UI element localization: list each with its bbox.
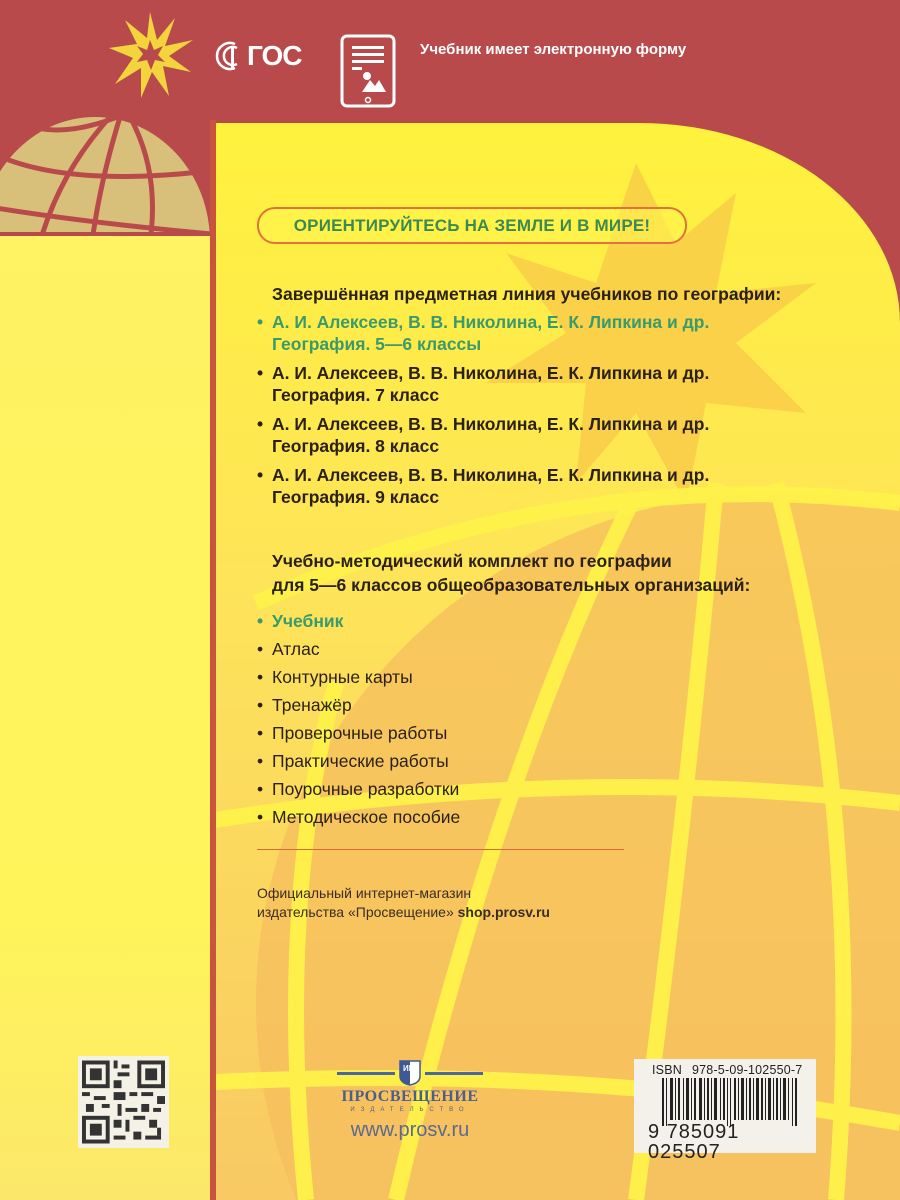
qr-code-icon [82,1060,165,1144]
kit-item-label: Проверочные работы [272,723,448,743]
shop-line2: издательства «Просвещение» [257,904,458,920]
book-authors: А. И. Алексеев, В. В. Николина, Е. К. Липкина и др. [272,363,710,383]
book-title: География. 9 класс [272,487,440,507]
bullet-icon: • [257,695,264,715]
kit-item [257,803,817,831]
kit-item-label: Методическое пособие [272,807,461,827]
isbn-barcode-label [634,1059,816,1163]
kit-item-label: Атлас [272,639,320,659]
bullet-icon: • [257,611,264,631]
isbn-line [652,1063,810,1077]
kit-item [257,635,817,663]
publisher-name: ПРОСВЕЩЕНИЕ [341,1088,479,1105]
book-authors: А. И. Алексеев, В. В. Николина, Е. К. Липкина и др. [272,414,710,434]
bullet-icon: • [257,751,264,771]
content-block [257,284,817,831]
shop-line1: Официальный интернет-магазин [257,885,472,901]
publisher-logo [330,1060,490,1142]
kit-item-label: Учебник [272,611,344,631]
bullet-icon: • [257,414,264,434]
bullet-icon: • [257,465,264,485]
bullet-icon: • [257,779,264,799]
divider-line [257,849,624,850]
fgos-label: ГОС [247,40,302,71]
kit-list [257,607,817,831]
bullet-icon: • [257,667,264,687]
barcode-digits: 9 785091 025507 [648,1121,740,1163]
kit-item [257,607,817,635]
publisher-emblem-row [330,1060,490,1086]
kit-item-label: Контурные карты [272,667,413,687]
textbook-item [257,311,817,355]
starburst-icon [105,10,195,100]
qr-code[interactable] [78,1056,169,1148]
publisher-subtitle: ИЗДАТЕЛЬСТВО [350,1107,470,1113]
isbn-value: 978-5-09-102550-7 [691,1063,803,1077]
textbook-list [257,311,817,508]
kit-item-label: Тренажёр [272,695,352,715]
logo-letters: ИП [403,1064,415,1073]
kit-item-label: Практические работы [272,751,449,771]
book-authors: А. И. Алексеев, В. В. Николина, Е. К. Липкина и др. [272,312,710,332]
book-title: География. 8 класс [272,436,440,456]
kit-item [257,691,817,719]
textbook-item [257,413,817,457]
globe-icon [0,112,212,238]
kit-item [257,719,817,747]
bullet-icon: • [257,807,264,827]
bullet-icon: • [257,639,264,659]
shop-info [257,884,550,922]
slogan-banner: ОРИЕНТИРУЙТЕСЬ НА ЗЕМЛЕ И В МИРЕ! [257,207,687,244]
publisher-website-link[interactable]: www.prosv.ru [350,1119,470,1141]
book-title: География. 7 класс [272,385,440,405]
isbn-label: ISBN [652,1063,682,1077]
textbook-item [257,464,817,508]
book-authors: А. И. Алексеев, В. В. Николина, Е. К. Липкина и др. [272,465,710,485]
fgos-logo [215,38,302,74]
book-title: География. 5—6 классы [272,334,482,354]
textbook-item [257,362,817,406]
bullet-icon: • [257,312,264,332]
kit-heading-line2: для 5—6 классов общеобразовательных организаций: [272,575,751,595]
kit-heading [272,549,817,597]
kit-heading-line1: Учебно-методический комплект по географии [272,551,672,571]
kit-item [257,663,817,691]
textbook-line-heading: Завершённая предметная линия учебников по географии: [272,284,782,304]
kit-item [257,747,817,775]
fgos-emblem-icon [215,38,245,74]
bullet-icon: • [257,723,264,743]
kit-item-label: Поурочные разработки [272,779,460,799]
tablet-ebook-icon [340,34,396,108]
logo-line-right [425,1072,483,1075]
kit-item [257,775,817,803]
logo-line-left [337,1072,395,1075]
barcode-icon [648,1078,810,1126]
shop-url-link[interactable]: shop.prosv.ru [457,904,550,920]
electronic-form-text: Учебник имеет электронную форму [420,41,687,58]
prosveshchenie-shield-icon [399,1060,421,1086]
bullet-icon: • [257,363,264,383]
